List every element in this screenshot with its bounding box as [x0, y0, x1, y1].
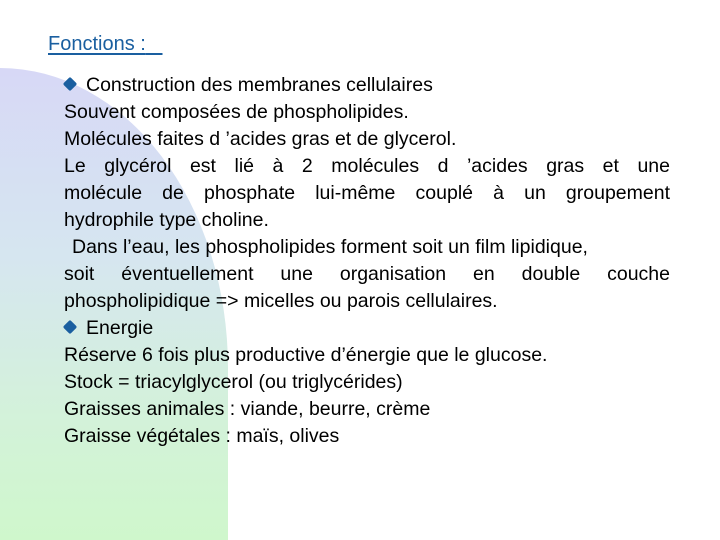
diamond-bullet-icon [63, 320, 77, 334]
text-line: Stock = triacylglycerol (ou triglycérides) [64, 371, 403, 393]
text-line: Réserve 6 fois plus productive d’énergie que le glucose. [64, 344, 548, 366]
text-line: molécule de phosphate lui-même couplé à un groupement [64, 182, 670, 204]
text-line: Souvent composées de phospholipides. [64, 101, 409, 123]
text-line: Graisses animales : viande, beurre, crème [64, 398, 431, 420]
text-line: Le glycérol est lié à 2 molécules d ’acides gras et une [64, 155, 670, 177]
text-line: soit éventuellement une organisation en double couche [64, 263, 670, 285]
text-line: hydrophile type choline. [64, 209, 269, 231]
text-line: Dans l’eau, les phospholipides forment soit un film lipidique, [72, 236, 588, 258]
bullet-text-membranes: Construction des membranes cellulaires [86, 74, 433, 96]
bullet-line-energie [64, 315, 670, 342]
slide-title [48, 31, 163, 57]
text-line: Molécules faites d ’acides gras et de glycerol. [64, 128, 457, 150]
bullet-text-energie: Energie [86, 317, 154, 339]
text-line: phospholipidique => micelles ou parois cellulaires. [64, 290, 498, 312]
slide-content [64, 72, 670, 450]
slide-title-text: Fonctions : [48, 33, 146, 55]
diamond-bullet-icon [63, 77, 77, 91]
bullet-line-membranes [64, 72, 670, 99]
slide-title-underline-pad [146, 33, 163, 55]
text-line: Graisse végétales : maïs, olives [64, 425, 340, 447]
